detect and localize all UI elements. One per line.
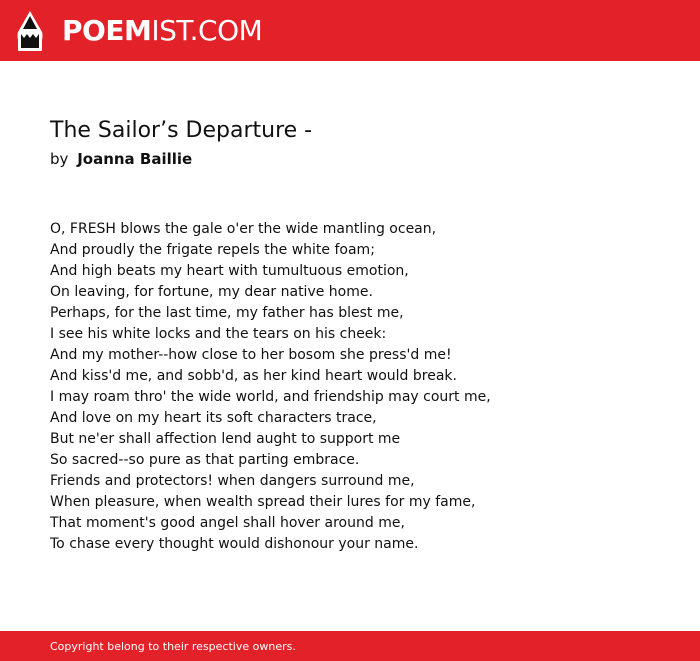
poem-title: The Sailor’s Departure -: [50, 118, 313, 143]
poem-line: To chase every thought would dishonour your name.: [50, 536, 419, 552]
poem-line: I see his white locks and the tears on his cheek:: [50, 326, 387, 342]
poem-line: Perhaps, for the last time, my father has blest me,: [50, 305, 404, 321]
pencil-tip-icon: [16, 10, 44, 52]
site-footer: [0, 631, 700, 661]
logo-wordmark-bold: POEM: [62, 14, 152, 47]
poem-byline: [50, 148, 192, 170]
poem-line: And love on my heart its soft characters trace,: [50, 410, 377, 426]
poem-line: And high beats my heart with tumultuous emotion,: [50, 263, 409, 279]
poem-author[interactable]: Joanna Baillie: [77, 150, 193, 168]
poem-line: I may roam thro' the wide world, and friendship may court me,: [50, 389, 491, 405]
copyright-notice: Copyright belong to their respective owners.: [50, 640, 296, 653]
logo-wordmark-light: IST.COM: [151, 14, 263, 47]
poem-line: That moment's good angel shall hover around me,: [50, 515, 405, 531]
poem-line: So sacred--so pure as that parting embrace.: [50, 452, 360, 468]
poem-body: [50, 219, 491, 555]
site-logo[interactable]: [16, 10, 262, 52]
poem-line: And kiss'd me, and sobb'd, as her kind heart would break.: [50, 368, 457, 384]
logo-wordmark: [62, 10, 262, 52]
by-label: by: [50, 150, 69, 168]
poem-line: O, FRESH blows the gale o'er the wide mantling ocean,: [50, 221, 437, 237]
poem-line: And my mother--how close to her bosom she press'd me!: [50, 347, 452, 363]
poem-line: And proudly the frigate repels the white foam;: [50, 242, 375, 258]
site-header: [0, 0, 700, 61]
poem-line: On leaving, for fortune, my dear native home.: [50, 284, 373, 300]
poem-line: But ne'er shall affection lend aught to support me: [50, 431, 401, 447]
poem-line: When pleasure, when wealth spread their lures for my fame,: [50, 494, 476, 510]
poem-line: Friends and protectors! when dangers surround me,: [50, 473, 415, 489]
